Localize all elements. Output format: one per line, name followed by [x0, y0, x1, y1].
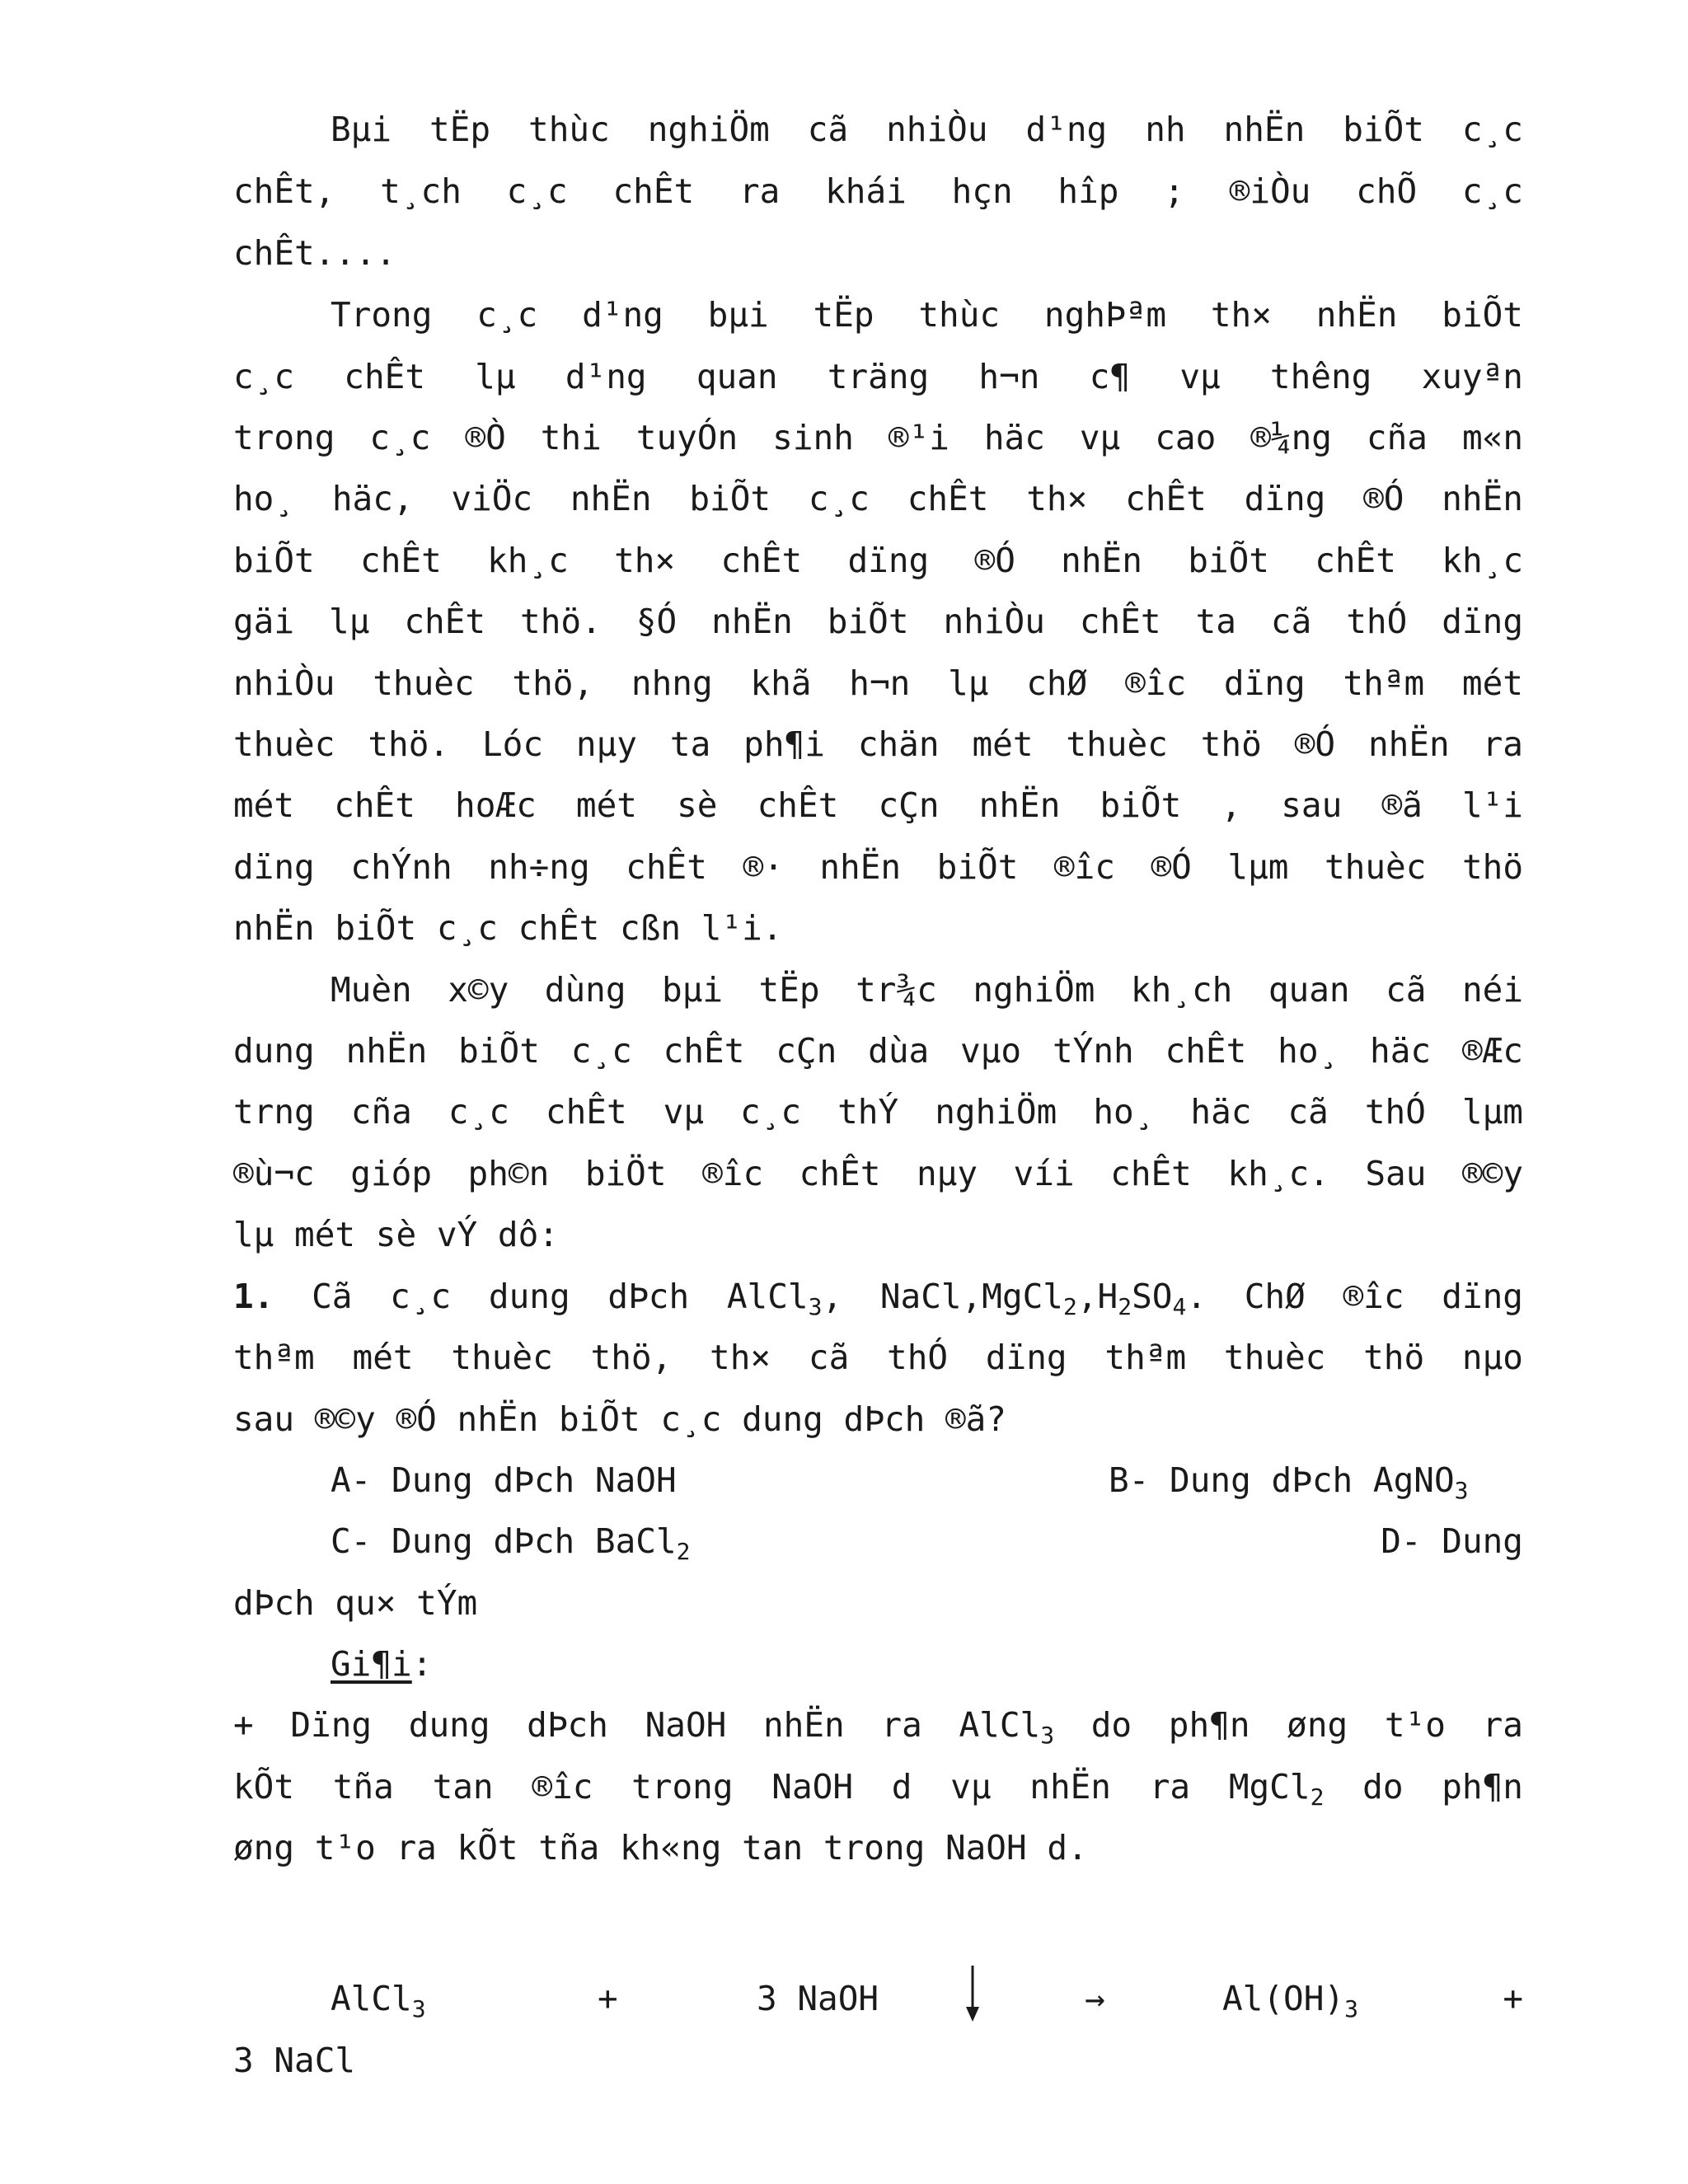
paragraph-line: Muèn x©y dùng bµi tËp tr¾c nghiÖm kh¸ch quan cã néi	[331, 970, 1523, 1010]
option-d-continued: dÞch qu× tÝm	[233, 1583, 478, 1623]
equation-product-2: 3 NaCl	[233, 2041, 356, 2080]
paragraph-line: trng cña c¸c chÊt vµ c¸c thÝ nghiÖm ho¸ häc cã thÓ lµm	[233, 1092, 1523, 1132]
paragraph-line: lµ mét sè vÝ dô:	[233, 1215, 559, 1254]
solution-line: øng t¹o ra kÕt tña kh«ng tan trong NaOH d.	[233, 1828, 1088, 1868]
paragraph-line: thuèc thö. Lóc nµy ta ph¶i chän mét thuèc thö ®Ó nhËn ra	[233, 724, 1523, 764]
question-line: thªm mét thuèc thö, th× cã thÓ dïng thªm thuèc thö nµo	[233, 1338, 1523, 1377]
solution-line: + Dïng dung dÞch NaOH nhËn ra AlCl$_3$ do ph¶n øng t¹o ra	[233, 1705, 1523, 1749]
paragraph-line: gäi lµ chÊt thö. §Ó nhËn biÕt nhiÒu chÊt ta cã thÓ dïng	[233, 602, 1523, 641]
paragraph-line: dung nhËn biÕt c¸c chÊt cÇn dùa vµo tÝnh chÊt ho¸ häc ®Æc	[233, 1031, 1523, 1071]
question-number: 1.	[233, 1277, 274, 1316]
paragraph-line: chÊt....	[233, 233, 396, 273]
equation-product-1: $Al(OH)_3$	[1222, 1979, 1358, 2022]
paragraph-line: ho¸ häc, viÖc nhËn biÕt c¸c chÊt th× chÊt dïng ®Ó nhËn	[233, 479, 1523, 518]
equation-reactant-1: AlCl$_3$	[331, 1979, 426, 2022]
option-c: C- Dung dÞch BaCl$_2$	[331, 1521, 691, 1565]
paragraph-line: trong c¸c ®Ò thi tuyÓn sinh ®¹i häc vµ cao ®¼ng cña m«n	[233, 418, 1523, 457]
paragraph-line: ®ù¬c gióp ph©n biÖt ®îc chÊt nµy víi chÊt kh¸c. Sau ®©y	[233, 1154, 1523, 1193]
paragraph-line: biÕt chÊt kh¸c th× chÊt dïng ®Ó nhËn biÕt chÊt kh¸c	[233, 541, 1523, 580]
paragraph-line: mét chÊt hoÆc mét sè chÊt cÇn nhËn biÕt , sau ®ã l¹i	[233, 785, 1523, 825]
paragraph-line: chÊt, t¸ch c¸c chÊt ra khái hçn hîp ; ®iÒu chÕ c¸c	[233, 171, 1523, 211]
option-d: D- Dung	[1381, 1521, 1523, 1561]
equation-reactant-2: 3 NaOH	[757, 1979, 879, 2018]
precipitate-arrow-icon	[964, 1966, 981, 2023]
equation-plus: +	[1503, 1979, 1523, 2018]
equation-plus: +	[598, 1979, 618, 2018]
equation-arrow: →	[1085, 1979, 1105, 2018]
option-a: A- Dung dÞch NaOH	[331, 1460, 677, 1500]
question-line: sau ®©y ®Ó nhËn biÕt c¸c dung dÞch ®ã?	[233, 1399, 1006, 1439]
solution-line: kÕt tña tan ®îc trong NaOH d vµ nhËn ra MgCl$_2$ do ph¶n	[233, 1767, 1523, 1811]
solution-heading: Gi¶i:	[331, 1644, 433, 1684]
question-line: 1. Cã c¸c dung dÞch AlCl$_3$, $NaCl,MgCl_2,H_2SO_4$. ChØ ®îc dïng	[233, 1277, 1523, 1320]
paragraph-line: nhËn biÕt c¸c chÊt cßn l¹i.	[233, 908, 783, 948]
paragraph-line: nhiÒu thuèc thö, nhng khã h¬n lµ chØ ®îc dïng thªm mét	[233, 663, 1523, 703]
paragraph-line: Bµi tËp thùc nghiÖm cã nhiÒu d¹ng nh nhËn biÕt c¸c	[331, 110, 1523, 149]
paragraph-line: c¸c chÊt lµ d¹ng quan träng h¬n c¶ vµ thêng xuyªn	[233, 357, 1523, 396]
paragraph-line: dïng chÝnh nh÷ng chÊt ®· nhËn biÕt ®îc ®Ó lµm thuèc thö	[233, 847, 1523, 887]
paragraph-line: Trong c¸c d¹ng bµi tËp thùc nghÞªm th× nhËn biÕt	[331, 295, 1523, 335]
option-b: B- Dung dÞch AgNO$_3$	[1109, 1460, 1469, 1504]
